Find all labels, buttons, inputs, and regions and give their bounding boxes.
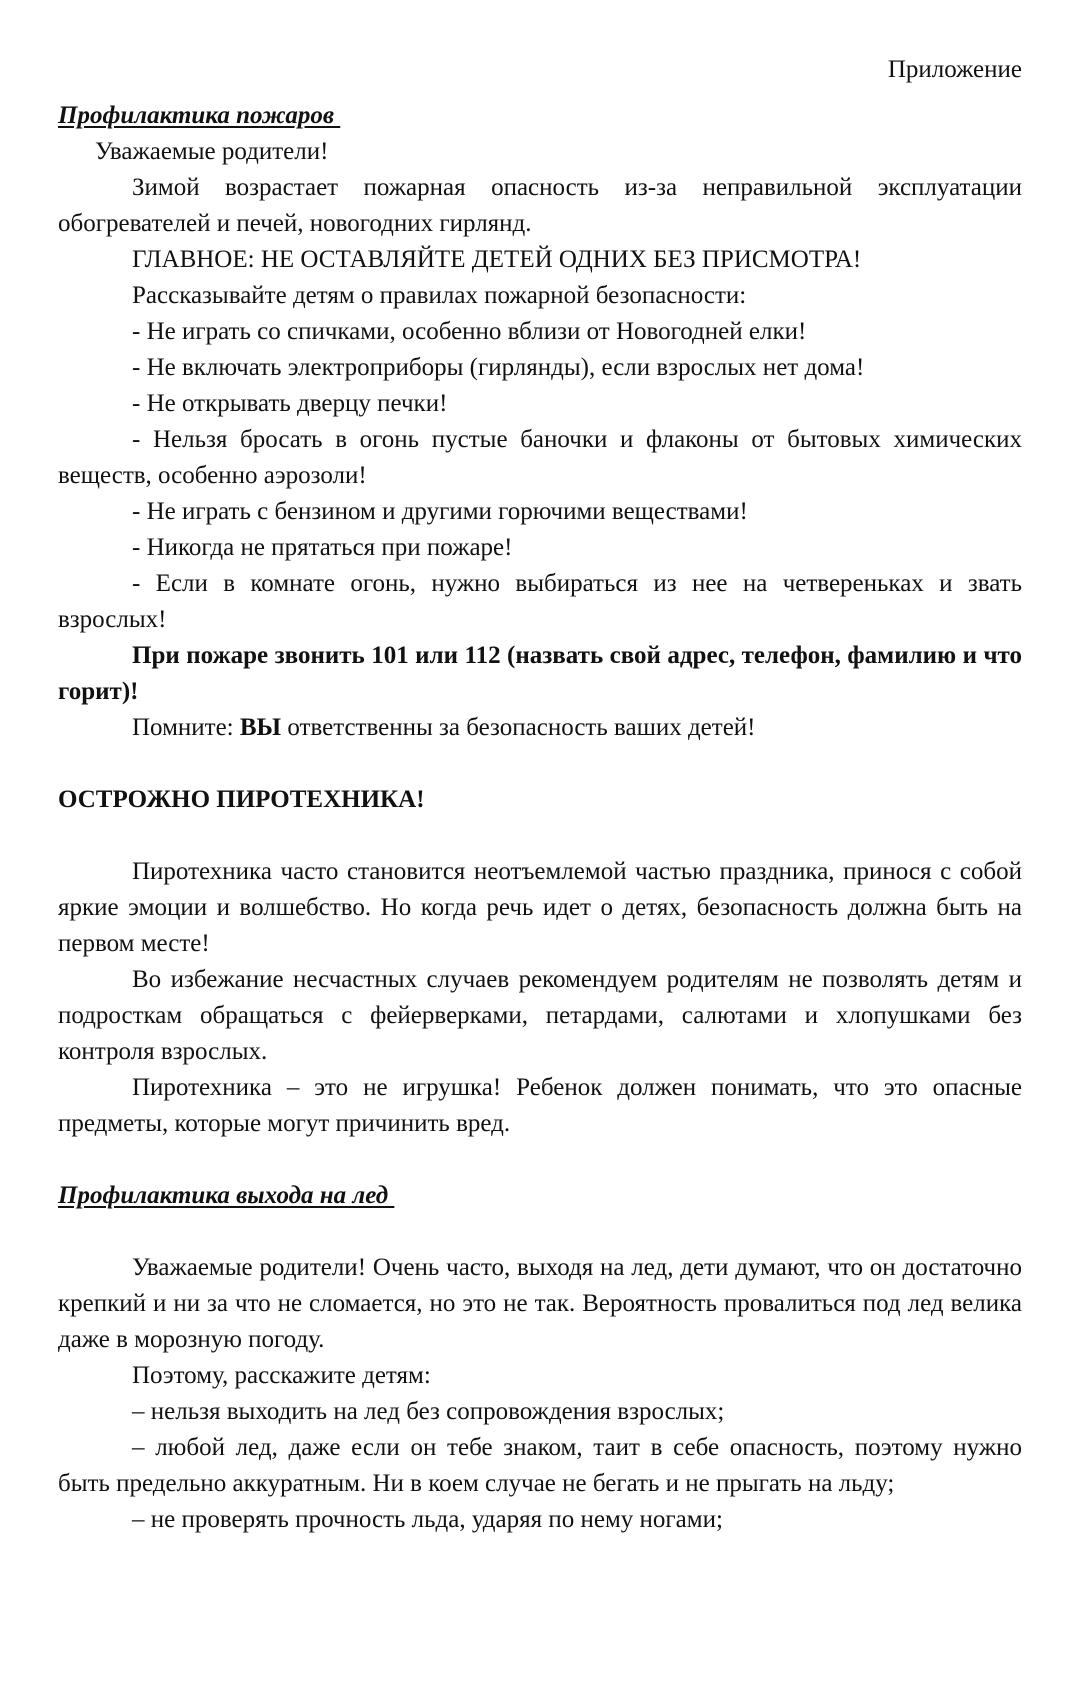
ice-rule-item: – не проверять прочность льда, ударяя по нему ногами; xyxy=(132,1506,723,1533)
fire-rule-item: - Нельзя бросать в огонь пустые баночки и флаконы от бытовых химических веществ, особенно аэрозоли! xyxy=(58,426,1022,489)
ice-rule-item: – нельзя выходить на лед без сопровождения взрослых; xyxy=(132,1398,725,1425)
fire-rule-item: - Если в комнате огонь, нужно выбираться из нее на четвереньках и звать взрослых! xyxy=(58,570,1022,633)
fire-emergency-note xyxy=(58,638,1022,710)
ice-intro-paragraph: Уважаемые родители! Очень часто, выходя на лед, дети думают, что он достаточно крепкий и ни за что не сломается, но это не так. Вероятность провалиться под лед велика даже в морозную погоду. xyxy=(58,1254,1022,1353)
fire-warning: ГЛАВНОЕ: НЕ ОСТАВЛЯЙТЕ ДЕТЕЙ ОДНИХ БЕЗ ПРИСМОТРА! xyxy=(132,246,862,273)
fire-rule-item: - Не играть с бензином и другими горючими веществами! xyxy=(132,498,748,525)
pyro-paragraph: Пиротехника часто становится неотъемлемой частью праздника, принося с собой яркие эмоции и волшебство. Но когда речь идет о детях, безопасность должна быть на первом месте! xyxy=(58,858,1022,957)
reminder-prefix: Помните: xyxy=(132,714,240,741)
pyro-paragraph: Во избежание несчастных случаев рекомендуем родителям не позволять детям и подросткам обращаться с фейерверками, петардами, салютами и хлопушками без контроля взрослых. xyxy=(58,966,1022,1065)
fire-rule-item: - Не играть со спичками, особенно вблизи от Новогодней елки! xyxy=(132,318,807,345)
fire-reminder xyxy=(58,710,1022,746)
reminder-suffix: ответственны за безопасность ваших детей! xyxy=(281,714,756,741)
fire-greeting: Уважаемые родители! xyxy=(95,138,329,165)
appendix-label: Приложение xyxy=(887,56,1022,83)
fire-rule-item: - Не открывать дверцу печки! xyxy=(132,390,448,417)
fire-rules-intro: Рассказывайте детям о правилах пожарной безопасности: xyxy=(132,282,747,309)
ice-section-title: Профилактика выхода на лед xyxy=(58,1182,395,1209)
fire-rule-item: - Никогда не прятаться при пожаре! xyxy=(132,534,513,561)
pyrotechnics-section xyxy=(58,782,1022,1142)
pyro-paragraph: Пиротехника – это не игрушка! Ребенок должен понимать, что это опасные предметы, которые могут причинить вред. xyxy=(58,1074,1022,1137)
ice-rules-intro: Поэтому, расскажите детям: xyxy=(132,1362,431,1389)
pyro-section-title: ОСТРОЖНО ПИРОТЕХНИКА! xyxy=(58,786,425,813)
ice-rule-item: – любой лед, даже если он тебе знаком, таит в себе опасность, поэтому нужно быть предельно аккуратным. Ни в коем случае не бегать и не прыгать на льду; xyxy=(58,1434,1022,1497)
fire-rule-item: - Не включать электроприборы (гирлянды), если взрослых нет дома! xyxy=(132,354,865,381)
emergency-note-text: При пожаре звонить 101 или 112 (назвать свой адрес, телефон, фамилию и что горит)! xyxy=(58,642,1022,705)
fire-prevention-section xyxy=(58,98,1022,746)
ice-safety-section xyxy=(58,1178,1022,1538)
fire-section-title: Профилактика пожаров xyxy=(58,102,341,129)
fire-intro-paragraph: Зимой возрастает пожарная опасность из-за неправильной эксплуатации обогревателей и печей, новогодних гирлянд. xyxy=(58,174,1022,237)
reminder-emphasis: ВЫ xyxy=(239,714,282,741)
